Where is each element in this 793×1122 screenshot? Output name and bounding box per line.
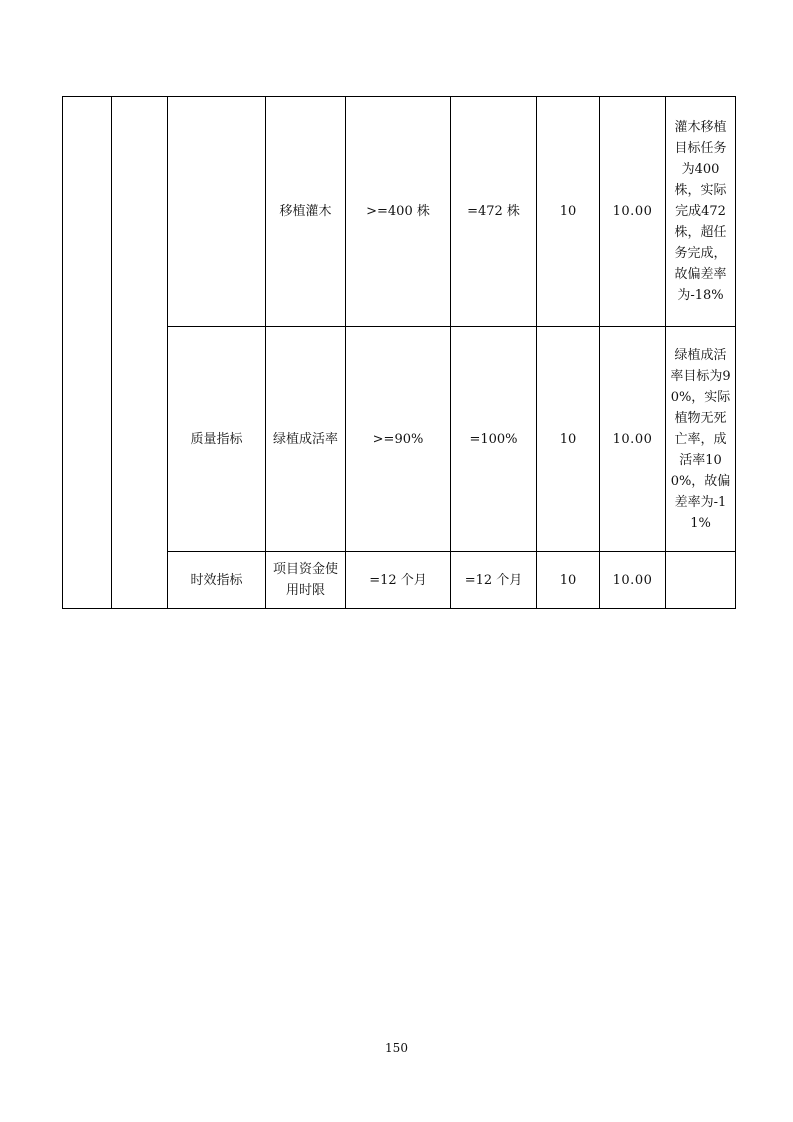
- deviation-note-cell: 绿植成活率目标为90%，实际植物无死亡率，成活率100%，故偏差率为-11%: [666, 327, 736, 552]
- deviation-note-cell: 灌木移植目标任务为400株，实际完成472株，超任务完成，故偏差率为-18%: [666, 97, 736, 327]
- target-value-cell: =12 个月: [346, 552, 451, 609]
- performance-indicator-table: [62, 96, 736, 609]
- target-value-cell: >=400 株: [346, 97, 451, 327]
- page-number: 150: [385, 1041, 408, 1055]
- actual-value-cell: =100%: [451, 327, 537, 552]
- actual-value-cell: =12 个月: [451, 552, 537, 609]
- weight-cell: 10: [537, 327, 600, 552]
- indicator-name-cell: 绿植成活率: [266, 327, 346, 552]
- performance-table-container: [62, 96, 735, 609]
- table-row: [63, 97, 736, 327]
- level1-indicator-cell: [63, 97, 112, 609]
- score-cell: 10.00: [600, 327, 666, 552]
- indicator-name-cell: 项目资金使用时限: [266, 552, 346, 609]
- target-value-cell: >=90%: [346, 327, 451, 552]
- level3-category-cell: 质量指标: [168, 327, 266, 552]
- weight-cell: 10: [537, 97, 600, 327]
- level3-category-cell: 时效指标: [168, 552, 266, 609]
- score-cell: 10.00: [600, 97, 666, 327]
- level3-category-cell: [168, 97, 266, 327]
- actual-value-cell: =472 株: [451, 97, 537, 327]
- weight-cell: 10: [537, 552, 600, 609]
- indicator-name-cell: 移植灌木: [266, 97, 346, 327]
- score-cell: 10.00: [600, 552, 666, 609]
- level2-indicator-cell: [112, 97, 168, 609]
- deviation-note-cell: [666, 552, 736, 609]
